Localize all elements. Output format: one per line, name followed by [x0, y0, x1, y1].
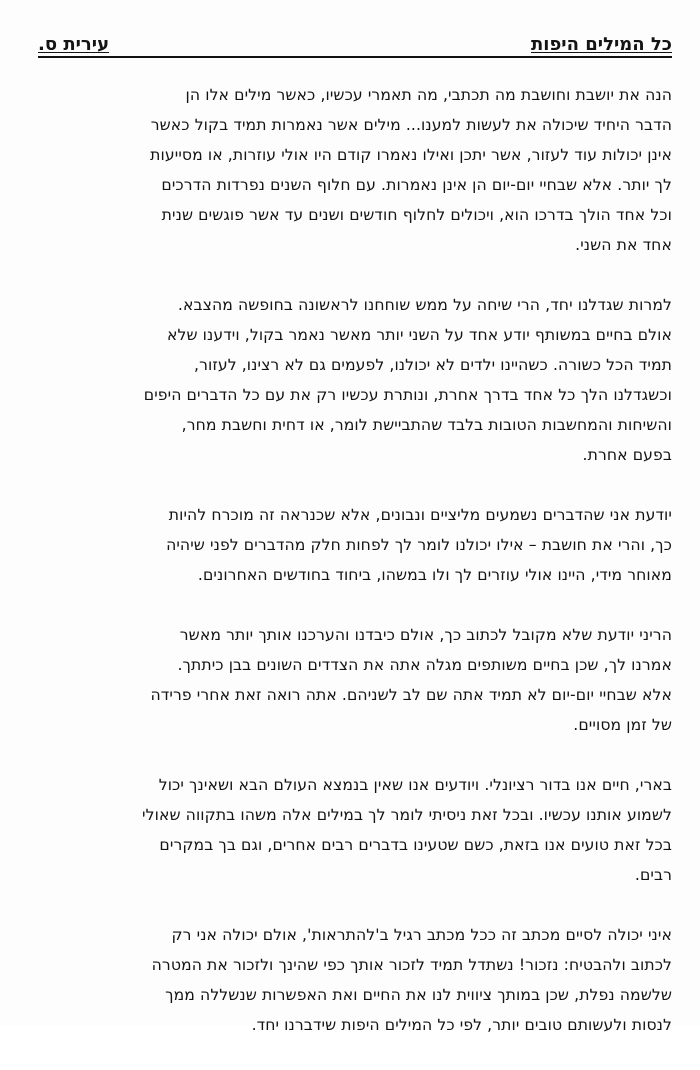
text-line: אינן יכולות עוד לעזור, אשר יתכן ואילו נאמרו קודם היו אולי עוזרות, או מסייעות: [150, 146, 672, 164]
text-line: הנה את יושבת וחושבת מה תכתבי, מה תאמרי עכשיו, כאשר מילים אלו הן: [185, 86, 672, 104]
text-line: וכל אחד הולך בדרכו הוא, ויכולים לחלוף חודשים ושנים עד אשר פוגשים שנית: [161, 206, 672, 224]
text-line: אלא שבחיי יום-יום לא תמיד אתה שם לב לשניהם. אתה רואה זאת אחרי פרידה: [150, 686, 672, 704]
text-line: אולם בחיים במשותף יודע אחד על השני יותר מאשר נאמר בקול, וידענו שלא: [166, 326, 672, 344]
page-header: [38, 30, 672, 58]
paragraph-3: [30, 500, 672, 590]
text-line: לנסות ולעשותם טובים יותר, לפי כל המילים היפות שידברנו יחד.: [251, 1016, 672, 1034]
text-line: כך, והרי את חושבת – אילו יכולנו לומר לך לפחות חלק מהדברים לפני שיהיה: [166, 536, 672, 554]
paragraph-4: [30, 620, 672, 740]
letter-body: [30, 80, 672, 1070]
text-line: למרות שגדלנו יחד, הרי שיחה על ממש שוחחנו לראשונה בחופשה מהצבא.: [177, 296, 672, 314]
paragraph-5: [30, 770, 672, 890]
paragraph-1: [30, 80, 672, 260]
page-title: כל המילים היפות: [530, 34, 672, 55]
text-line: אמרנו לך, שכן בחיים משותפים מגלה אתה את הצדדים השונים בבן כיתתך.: [177, 656, 672, 674]
text-line: שלשמה נפלת, שכן במותך ציווית לנו את החיים ואת האפשרות שנשללה ממך: [165, 986, 672, 1004]
text-line: בארי, חיים אנו בדור רציונלי. ויודעים אנו שאין בנמצא העולם הבא ושאינך יכול: [158, 776, 672, 794]
text-line: רבים.: [634, 866, 672, 884]
text-line: לכתוב ולהבטיח: נזכור! נשתדל תמיד לזכור אותך כפי שהינך ולזכור את המטרה: [151, 956, 672, 974]
text-line: הריני יודעת שלא מקובל לכתוב כך, אולם כיבדנו והערכנו אותך יותר מאשר: [179, 626, 672, 644]
text-line: של זמן מסויים.: [573, 716, 672, 734]
text-line: תמיד הכל כשורה. כשהיינו ילדים לא יכולנו, לפעמים גם לא רצינו, לעזור,: [194, 356, 672, 374]
text-line: יודעת אני שהדברים נשמעים מליציים ונבונים, אלא שכנראה זה מוכרח להיות: [168, 506, 672, 524]
text-line: אחד את השני.: [575, 236, 672, 254]
text-line: לשמוע אותנו עכשיו. ובכל זאת ניסיתי לומר לך במילים אלה משהו בתקווה שאולי: [142, 806, 672, 824]
text-line: לך יותר. אלא שבחיי יום-יום הן אינן נאמרות. עם חלוף השנים נפרדות הדרכים: [161, 176, 672, 194]
text-line: מאוחר מידי, היינו אולי עוזרים לך ולו במשהו, ביחוד בחודשים האחרונים.: [197, 566, 672, 584]
text-line: וכשגדלנו הלך כל אחד בדרך אחרת, ונותרת עכשיו רק את עם כל הדברים היפים: [143, 386, 672, 404]
text-line: והשיחות והמחשבות הטובות בלבד שהתביישת לומר, או דחית וחשבת מחר,: [181, 416, 672, 434]
paragraph-6: [30, 920, 672, 1040]
author-name: עירית ס.: [38, 34, 110, 55]
text-line: הדבר היחיד שיכולה את לעשות למענו... מילים אשר נאמרות תמיד בקול כאשר: [150, 116, 672, 134]
text-line: איני יכולה לסיים מכתב זה ככל מכתב רגיל ב'להתראות', אולם יכולה אני רק: [171, 926, 672, 944]
text-line: בפעם אחרת.: [582, 446, 672, 464]
text-line: בכל זאת טועים אנו בזאת, כשם שטעינו בדברים רבים אחרים, וגם בך במקרים: [159, 836, 672, 854]
paragraph-2: [30, 290, 672, 470]
